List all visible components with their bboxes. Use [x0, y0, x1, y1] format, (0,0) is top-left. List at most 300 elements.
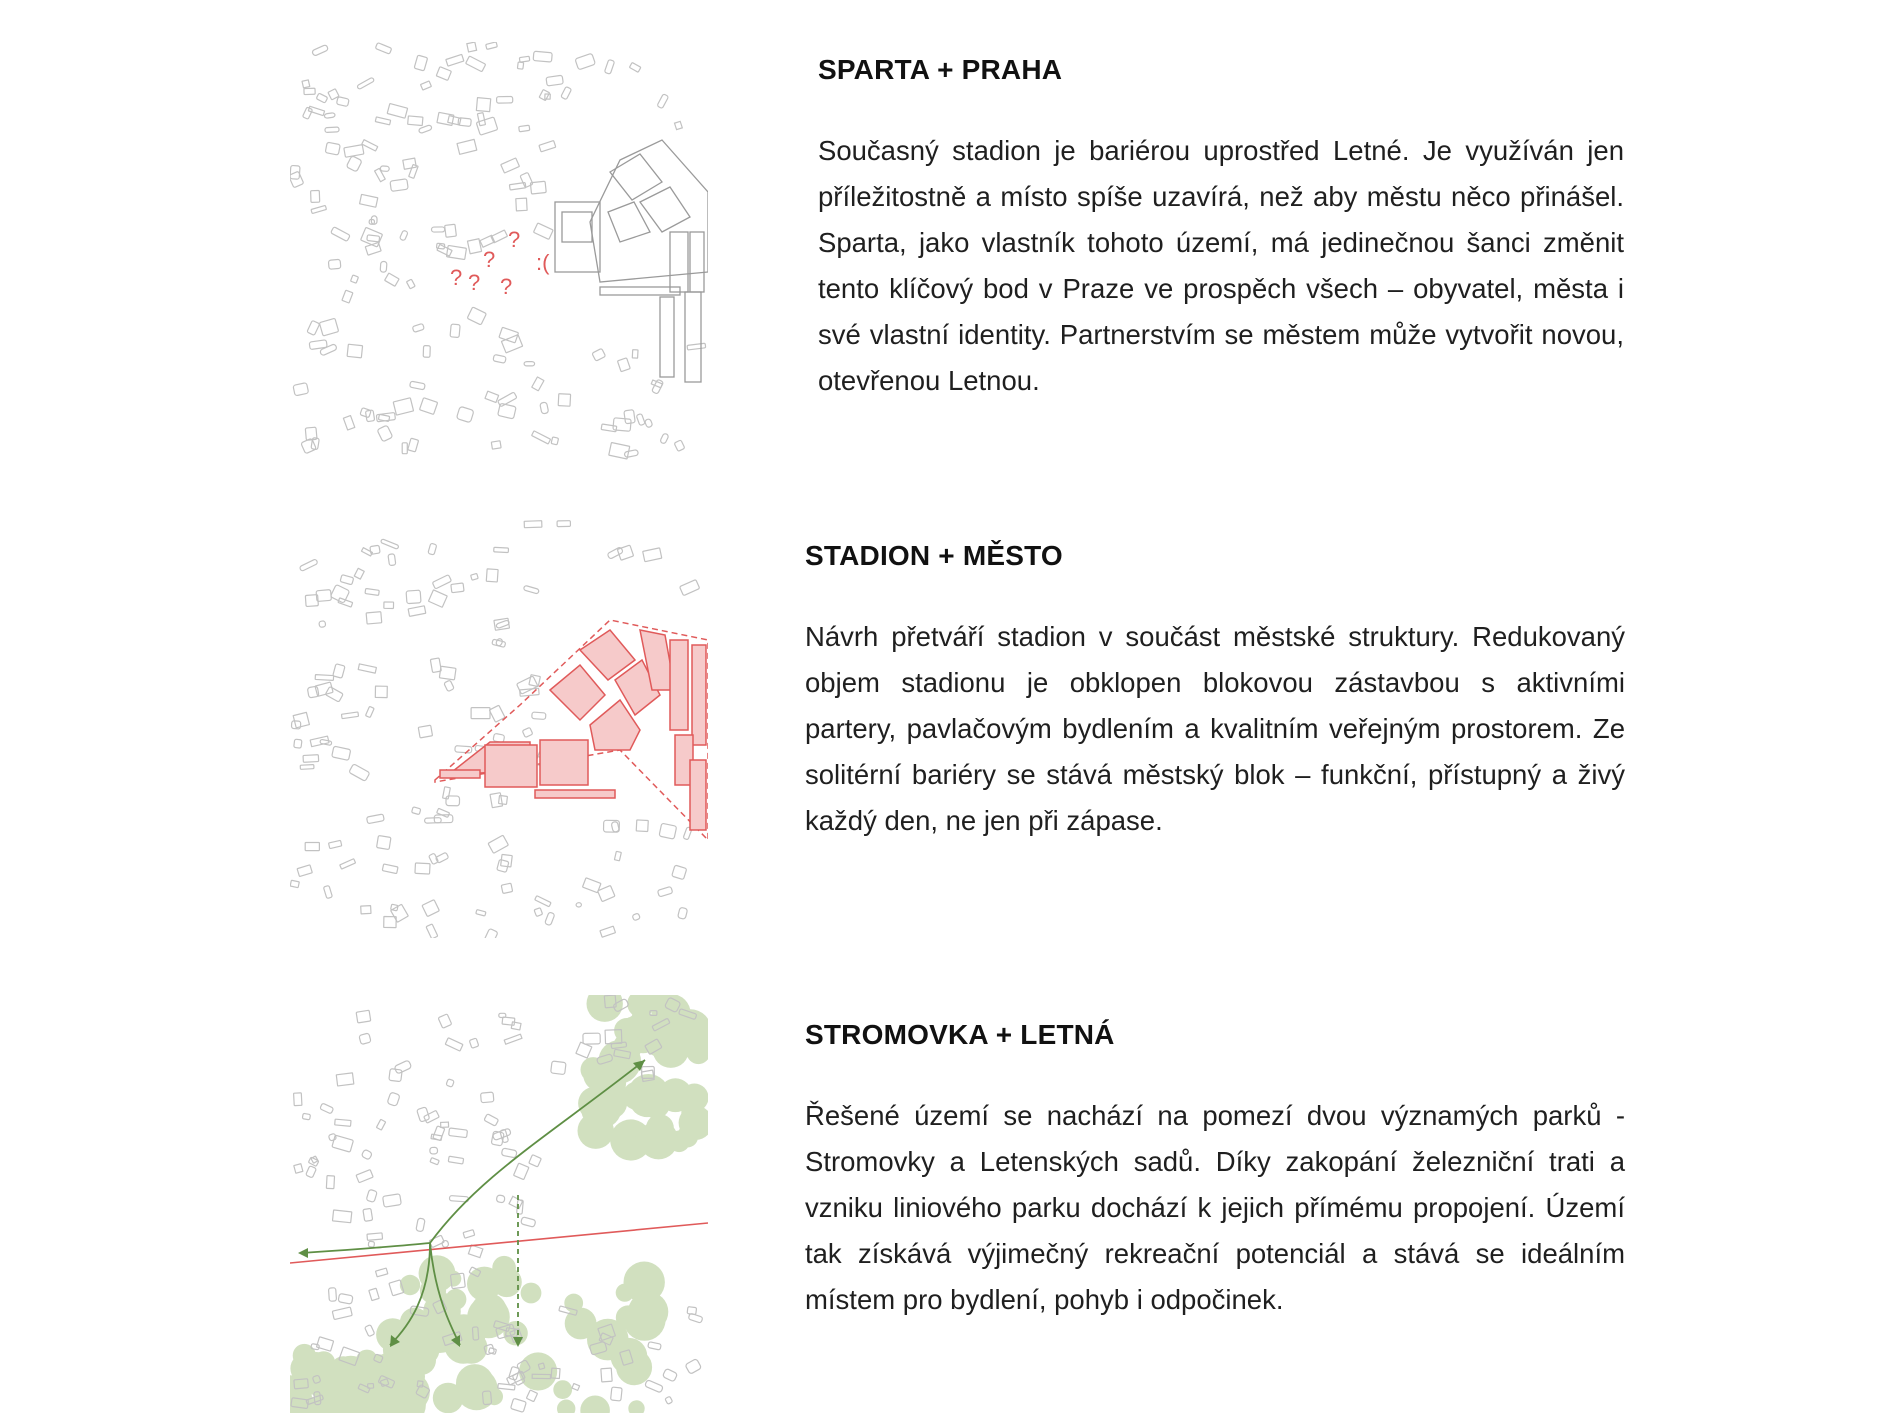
building-footprint: [497, 96, 513, 103]
building-footprint: [468, 1245, 482, 1258]
sad-face-mark: :(: [536, 250, 550, 275]
building-footprint: [501, 883, 512, 893]
building-footprint: [406, 279, 415, 289]
building-footprint: [319, 344, 337, 356]
text-block: [805, 538, 1625, 844]
building-footprint: [377, 835, 391, 849]
building-footprint: [338, 1293, 353, 1304]
railway-line: [290, 1223, 708, 1263]
building-footprint: [428, 543, 437, 555]
building-footprint: [412, 323, 424, 332]
building-footprint: [332, 1210, 351, 1223]
building-footprint: [361, 906, 371, 914]
building-footprint: [426, 924, 438, 938]
building-footprint: [376, 1268, 388, 1277]
building-footprint: [319, 318, 338, 336]
building-footprint: [354, 568, 364, 579]
building-footprint: [306, 1166, 317, 1178]
question-mark: ?: [450, 265, 463, 290]
building-footprint: [406, 590, 421, 604]
tree-canopy: [616, 1349, 652, 1385]
building-footprint: [349, 764, 370, 782]
building-footprint: [367, 814, 385, 824]
tree-canopy: [521, 1283, 542, 1304]
question-mark: ?: [500, 274, 513, 299]
question-mark: ?: [468, 270, 481, 295]
building-footprint: [356, 1170, 373, 1183]
tree-canopy: [376, 1318, 409, 1351]
building-footprint: [365, 706, 374, 717]
building-footprint: [500, 1129, 509, 1143]
building-footprint: [340, 575, 354, 585]
building-footprint: [491, 441, 501, 449]
building-footprint: [457, 139, 477, 154]
building-footprint: [511, 1022, 521, 1030]
building-footprint: [576, 902, 582, 907]
building-footprint: [493, 354, 506, 363]
building-footprint: [325, 142, 340, 155]
building-footprint: [293, 712, 309, 728]
building-footprint: [480, 235, 495, 247]
building-footprint: [384, 916, 396, 927]
building-footprint: [636, 820, 648, 832]
tree-canopy: [611, 1129, 637, 1155]
tree-canopy: [433, 1383, 464, 1413]
building-footprint: [437, 808, 450, 817]
building-footprint: [432, 575, 451, 589]
building-footprint: [365, 1325, 375, 1337]
building-footprint: [423, 346, 430, 358]
building-footprint: [362, 140, 378, 151]
building-footprint: [436, 67, 451, 81]
building-footprint: [644, 418, 653, 428]
building-footprint: [477, 113, 485, 126]
building-footprint: [680, 579, 700, 595]
building-footprint: [302, 80, 310, 88]
building-footprint: [514, 1163, 529, 1180]
building-footprint: [388, 554, 396, 566]
building-footprint: [601, 1368, 612, 1382]
building-footprint: [687, 343, 706, 350]
building-footprint: [546, 75, 563, 86]
building-footprint: [486, 569, 498, 582]
building-footprint: [476, 910, 486, 916]
text-block: [818, 52, 1624, 404]
question-mark: ?: [508, 227, 521, 252]
building-footprint: [519, 125, 530, 132]
building-footprint: [332, 1135, 354, 1152]
section-paragraph: Současný stadion je bariérou uprostřed Letné. Je využíván jen příležitostně a místo spíše uzavírá, než aby městu něco přinášel. Sparta, jako vlastník tohoto území, má jedinečnou šanci změnit tento klíčový bod v Praze ve prospěch všech – obyvatel, města i své vlastní identity. Partnerstvím se městem může vytvořit novou, otevřenou Letnou.: [818, 135, 1624, 396]
building-footprint: [532, 431, 551, 444]
building-footprint: [466, 56, 486, 72]
building-footprint: [491, 230, 508, 243]
building-footprint: [467, 42, 477, 52]
building-footprint: [632, 350, 638, 358]
building-footprint: [335, 1119, 351, 1126]
tree-canopy: [445, 1289, 466, 1310]
building-footprint: [617, 358, 630, 372]
building-footprint: [360, 194, 378, 207]
building-footprint: [380, 261, 387, 272]
building-footprint: [418, 725, 432, 738]
building-footprint: [346, 156, 362, 172]
building-footprint: [304, 88, 315, 94]
building-footprint: [558, 394, 570, 407]
building-footprint: [369, 1288, 379, 1300]
building-footprint: [431, 227, 444, 232]
building-footprint: [300, 765, 314, 770]
building-footprint: [336, 1073, 354, 1086]
building-footprints: [290, 42, 706, 459]
building-footprint: [645, 1380, 664, 1393]
building-footprint: [511, 1398, 527, 1412]
building-footprint: [501, 335, 522, 353]
building-footprint: [416, 1218, 425, 1232]
tree-canopy: [580, 1396, 610, 1414]
building-footprint: [501, 1148, 517, 1158]
building-footprint: [331, 227, 351, 242]
building-footprint: [604, 59, 614, 74]
building-footprint: [391, 904, 409, 922]
building-footprint: [311, 1344, 320, 1350]
building-footprint: [367, 235, 380, 242]
building-footprint: [332, 746, 351, 760]
building-footprint: [340, 859, 356, 869]
building-footprint: [365, 410, 374, 422]
building-footprint: [502, 1017, 515, 1025]
building-footprint: [385, 273, 400, 286]
building-footprint: [607, 547, 623, 560]
building-footprint: [601, 424, 617, 432]
building-footprint: [424, 1110, 440, 1123]
building-footprint: [685, 1359, 702, 1375]
tree-canopy: [628, 1292, 668, 1332]
building-footprint: [415, 863, 430, 874]
building-footprint: [561, 86, 572, 99]
building-footprint: [516, 198, 527, 211]
building-footprint: [476, 98, 490, 112]
building-footprint: [519, 56, 529, 62]
tree-canopy: [331, 1356, 370, 1395]
building-footprint: [328, 1133, 336, 1141]
building-footprint: [504, 1034, 522, 1044]
building-footprint: [486, 42, 498, 49]
building-footprint: [376, 1119, 385, 1130]
building-footprint: [467, 239, 481, 254]
building-footprint: [501, 158, 520, 173]
building-footprint: [674, 121, 682, 129]
building-footprint: [613, 418, 631, 432]
building-footprint: [307, 320, 320, 335]
building-footprint: [662, 1368, 677, 1382]
tree-canopy: [623, 1082, 651, 1110]
tree-canopy: [565, 1308, 597, 1340]
building-footprint: [441, 1240, 449, 1248]
building-footprint: [430, 658, 441, 673]
building-footprint: [446, 1079, 454, 1087]
building-footprint: [660, 433, 669, 444]
building-footprint: [419, 398, 437, 415]
building-footprint: [428, 590, 447, 607]
site-plan-svg: [290, 520, 708, 938]
tree-canopy: [628, 1400, 644, 1413]
section-heading: STROMOVKA + LETNÁ: [805, 1019, 1115, 1050]
building-footprint: [441, 1122, 449, 1127]
building-footprint: [429, 853, 439, 865]
tree-canopy: [390, 1372, 410, 1392]
tree-canopy: [677, 1126, 699, 1148]
building-footprint: [624, 450, 638, 458]
tree-canopy: [445, 1271, 461, 1287]
building-footprint: [575, 53, 596, 70]
building-footprint: [446, 245, 466, 259]
building-footprint: [643, 548, 662, 562]
question-marks: [450, 227, 550, 299]
building-footprint: [365, 588, 379, 595]
building-footprint: [439, 666, 456, 680]
building-footprint: [410, 381, 426, 390]
building-footprint: [526, 1390, 537, 1402]
building-footprint: [533, 51, 552, 62]
building-footprint: [408, 606, 426, 617]
building-footprint: [611, 1387, 623, 1401]
building-footprint: [302, 1113, 310, 1120]
building-footprint: [377, 425, 393, 442]
building-footprint: [496, 620, 510, 629]
building-footprint: [672, 865, 687, 880]
building-footprint: [557, 521, 570, 527]
building-footprint: [393, 398, 413, 415]
building-footprint: [294, 1164, 303, 1174]
building-footprint: [636, 413, 645, 425]
building-footprint: [524, 521, 542, 528]
building-footprint: [494, 547, 509, 552]
building-footprint: [297, 865, 312, 877]
building-footprint: [600, 926, 616, 937]
building-footprint: [614, 851, 621, 861]
building-footprint: [361, 1149, 372, 1160]
building-footprint: [532, 712, 546, 719]
building-footprint: [450, 324, 460, 338]
building-footprint: [380, 166, 389, 172]
building-footprint: [323, 885, 332, 898]
building-footprint: [657, 94, 669, 109]
building-footprint: [309, 340, 327, 350]
building-footprint: [430, 1158, 439, 1165]
building-footprint: [529, 1155, 542, 1167]
building-footprint: [412, 807, 421, 815]
building-footprint: [303, 755, 319, 763]
building-footprint: [471, 708, 490, 719]
building-footprint: [381, 539, 399, 550]
building-footprint: [422, 900, 439, 917]
building-footprint: [476, 117, 498, 135]
building-footprint: [324, 113, 335, 119]
building-footprint: [430, 1147, 438, 1154]
building-footprint: [294, 739, 302, 748]
building-footprint: [390, 179, 408, 192]
tree-canopy: [557, 1400, 575, 1414]
building-footprint: [375, 43, 392, 55]
building-footprint: [394, 1060, 412, 1074]
building-footprint: [344, 145, 364, 158]
building-footprint: [332, 1307, 352, 1320]
section-heading: SPARTA + PRAHA: [818, 54, 1063, 85]
building-footprint: [368, 1241, 374, 1247]
building-footprint: [509, 1196, 523, 1208]
building-footprint: [366, 612, 382, 624]
building-footprint: [375, 686, 387, 698]
proposed-blocks: [435, 620, 708, 840]
building-footprint: [624, 410, 635, 424]
building-footprint: [387, 103, 407, 118]
building-footprint: [445, 1038, 463, 1051]
section-paragraph: Návrh přetváří stadion v součást městské struktury. Redukovaný objem stadionu je obklopen blokovou zástavbou s aktivními partery, pavlačovým bydlením a kvalitním veřejným prostorem. Ze solitérní bariéry se stává městský blok – funkční, přístupný a živý každý den, ne jen při zápase.: [805, 621, 1625, 836]
building-footprint: [539, 141, 556, 152]
building-footprint: [448, 1156, 463, 1164]
building-footprint: [403, 158, 417, 169]
question-mark: ?: [483, 247, 496, 272]
building-footprint: [629, 62, 641, 72]
building-footprint: [521, 1217, 536, 1228]
building-footprint: [499, 795, 508, 804]
building-footprint: [316, 93, 328, 103]
building-footprint: [535, 896, 551, 907]
building-footprint: [315, 675, 333, 681]
building-footprint: [375, 168, 386, 181]
building-footprint: [387, 1092, 400, 1106]
building-footprint: [520, 172, 533, 187]
site-plan-svg: [290, 995, 708, 1413]
building-footprint: [333, 664, 345, 679]
tree-canopy: [681, 1101, 703, 1123]
building-footprint: [341, 712, 358, 719]
building-footprint: [489, 1348, 497, 1355]
building-footprint: [469, 1038, 479, 1048]
building-footprint: [490, 793, 503, 808]
building-footprint: [484, 1114, 499, 1126]
building-footprint: [551, 1061, 566, 1075]
building-footprint: [347, 344, 362, 358]
building-footprint: [435, 852, 448, 863]
building-footprint: [598, 885, 615, 901]
building-footprint: [484, 928, 498, 938]
building-footprint: [665, 1396, 673, 1404]
building-footprint: [307, 686, 319, 698]
building-footprint: [532, 377, 544, 391]
building-footprint: [498, 403, 517, 419]
building-footprint: [402, 443, 407, 454]
building-footprint: [632, 913, 640, 921]
building-footprint: [408, 116, 423, 126]
building-footprint: [488, 835, 508, 853]
building-footprint: [363, 1208, 373, 1221]
building-footprint: [498, 1384, 515, 1390]
section-paragraph: Řešené území se nachází na pomezí dvou významých parků - Stromovky a Letenských sadů. Díky zakopání železniční trati a vzniku liniového parku dochází k jejich přímému propojení. Území tak získává výjimečný rekreační potenciál a stává se ideálním místem pro bydlení, pohyb i odpočinek.: [805, 1100, 1625, 1315]
building-footprint: [674, 440, 685, 452]
building-footprint: [446, 54, 464, 66]
tree-canopy: [553, 1380, 572, 1399]
building-footprint: [320, 1103, 334, 1114]
building-footprint: [456, 406, 474, 423]
building-footprint: [522, 727, 533, 737]
building-footprint: [445, 224, 457, 237]
building-footprint: [305, 843, 319, 851]
building-footprint: [399, 230, 408, 241]
building-footprint: [467, 307, 486, 325]
building-footprint: [517, 62, 523, 69]
building-footprint: [492, 639, 506, 647]
building-footprint: [343, 416, 354, 430]
building-footprint: [328, 259, 341, 269]
building-footprint: [485, 391, 499, 402]
building-footprint: [311, 205, 326, 213]
building-footprint: [382, 864, 398, 874]
section-heading: STADION + MĚSTO: [805, 540, 1063, 571]
building-footprint: [384, 602, 394, 609]
building-footprint: [359, 1033, 371, 1045]
building-footprint: [319, 621, 326, 628]
building-footprint: [299, 559, 318, 572]
building-footprint: [533, 223, 553, 240]
building-footprint: [294, 1093, 302, 1106]
building-footprint: [648, 1342, 662, 1350]
building-footprint: [342, 290, 353, 303]
building-footprint: [408, 438, 419, 452]
building-footprint: [302, 107, 312, 119]
building-footprint: [523, 585, 539, 594]
building-footprint: [572, 1383, 580, 1390]
building-footprint: [657, 886, 672, 897]
building-footprint: [678, 907, 688, 919]
building-footprint: [534, 908, 543, 917]
site-plan-map: [290, 520, 708, 938]
building-footprint: [336, 97, 349, 107]
site-plan-svg: [290, 42, 708, 460]
tree-canopy: [486, 1388, 503, 1405]
building-footprint: [351, 275, 359, 283]
building-footprint: [418, 125, 432, 134]
tree-canopy: [622, 1017, 644, 1039]
building-footprint: [358, 664, 376, 673]
building-footprint: [290, 880, 299, 887]
building-footprint: [326, 1176, 334, 1189]
building-footprint: [444, 680, 454, 692]
building-footprint: [375, 117, 390, 125]
building-footprint: [551, 437, 558, 445]
building-footprint: [367, 1233, 383, 1240]
building-footprint: [357, 77, 375, 89]
building-footprint: [592, 348, 606, 361]
building-footprint: [328, 1288, 336, 1302]
site-plan-map: [290, 42, 708, 460]
tree-canopy: [492, 1256, 516, 1280]
building-footprint: [325, 127, 339, 132]
building-footprint: [433, 1126, 445, 1141]
building-footprint: [293, 383, 309, 396]
building-footprint: [688, 1313, 703, 1323]
building-footprint: [471, 573, 479, 580]
building-footprint: [366, 1189, 377, 1202]
building-footprint: [659, 823, 677, 839]
building-footprint: [383, 1194, 402, 1207]
text-block: [805, 1017, 1625, 1323]
building-footprint: [329, 840, 342, 848]
building-footprint: [312, 44, 329, 56]
building-footprint: [356, 1010, 371, 1023]
building-footprint: [583, 1033, 600, 1044]
building-footprint: [438, 1014, 452, 1028]
